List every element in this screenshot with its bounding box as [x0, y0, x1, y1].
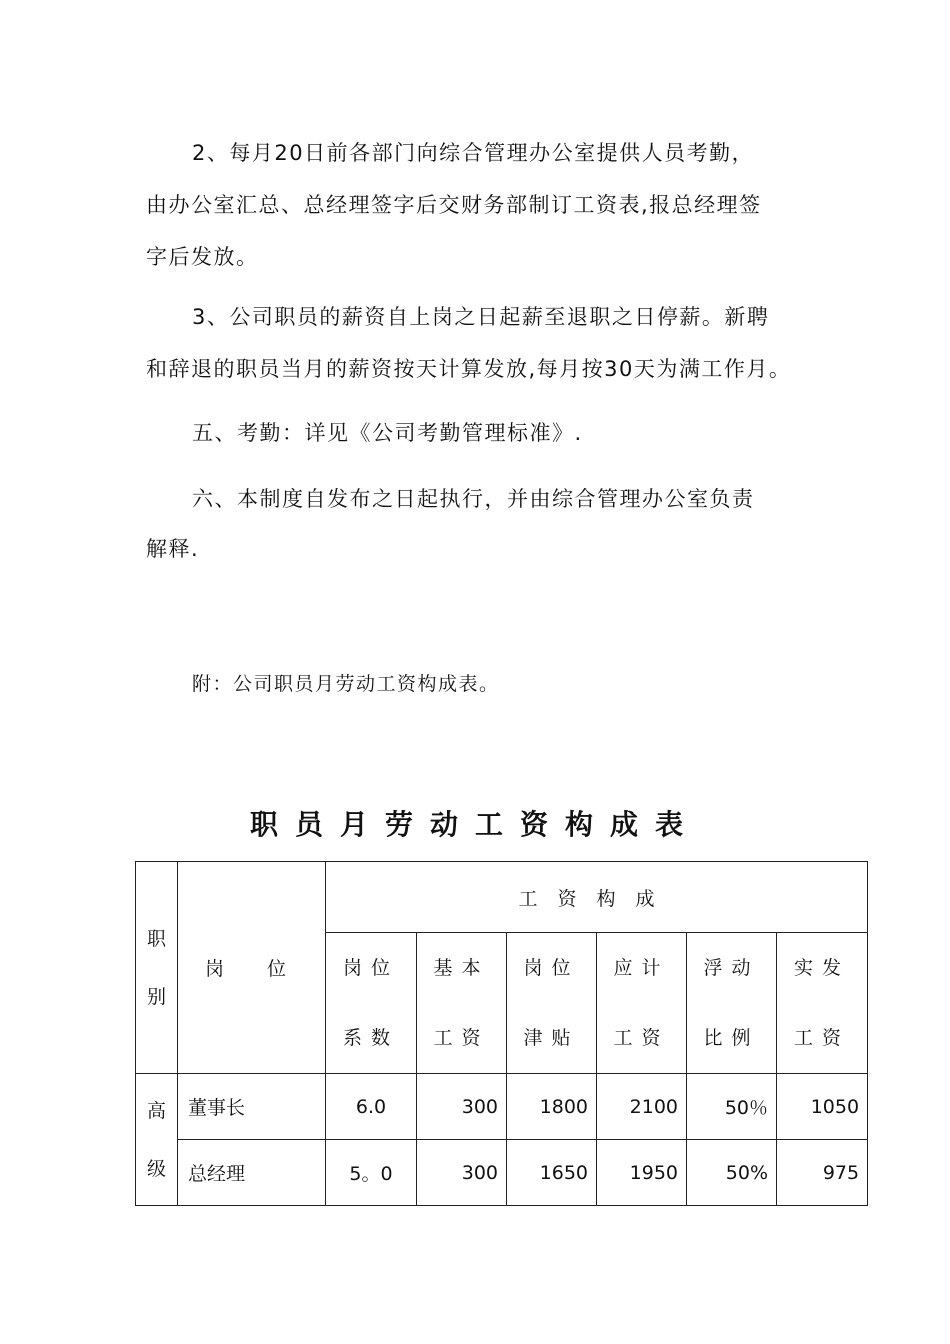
grade-cell [136, 1074, 178, 1206]
paragraph-line: 字后发放。 [146, 245, 259, 269]
salary-structure-header: 工资构成 [326, 862, 868, 933]
position-cell: 董事长 [178, 1074, 326, 1140]
grade-char: 级 [146, 1157, 166, 1180]
col-header-float-ratio [687, 933, 777, 1074]
col-header-line: 实发 [794, 957, 851, 979]
float-ratio-cell: 50％ [687, 1074, 777, 1140]
allowance-cell: 1800 [507, 1074, 597, 1140]
paragraph-2 [146, 138, 816, 272]
paragraph-line: 和辞退的职员当月的薪资按天计算发放,每月按30天为满工作月。 [146, 357, 792, 381]
position-cell: 总经理 [178, 1140, 326, 1206]
grade-char: 高 [146, 1099, 166, 1122]
col-header-line: 浮动 [703, 957, 760, 979]
base-salary-cell: 300 [417, 1074, 507, 1140]
table-row [136, 1140, 868, 1206]
col-header-line: 岗位 [523, 957, 580, 979]
actual-salary-cell: 1050 [777, 1074, 868, 1140]
col-header-actual-salary [777, 933, 868, 1074]
table-row [136, 1074, 868, 1140]
col-header-allowance [507, 933, 597, 1074]
paragraph-line: 解释. [146, 537, 200, 561]
paragraph-attendance [146, 418, 816, 448]
col-header-base-salary [417, 933, 507, 1074]
salary-table [135, 861, 868, 1206]
coefficient-cell: 6.0 [326, 1074, 417, 1140]
table-title: 职员月劳动工资构成表 [249, 808, 700, 841]
paragraph-execution [146, 484, 816, 564]
col-header-line: 基本 [433, 957, 490, 979]
actual-salary-cell: 975 [777, 1140, 868, 1206]
float-ratio-cell: 50% [687, 1140, 777, 1206]
col-header-line: 系数 [342, 1027, 399, 1049]
grade-header-char: 别 [146, 985, 166, 1008]
allowance-cell: 1650 [507, 1140, 597, 1206]
col-header-line: 比例 [703, 1027, 760, 1049]
paragraph-appendix [146, 669, 816, 699]
position-header: 岗 位 [178, 862, 326, 1074]
col-header-line: 工资 [794, 1027, 851, 1049]
due-salary-cell: 1950 [597, 1140, 687, 1206]
paragraph-3 [146, 302, 816, 384]
col-header-line: 应计 [613, 957, 670, 979]
paragraph-line: 由办公室汇总、总经理签字后交财务部制订工资表,报总经理签 [146, 193, 762, 217]
paragraph-line: 六、本制度自发布之日起执行，并由综合管理办公室负责 [192, 487, 755, 511]
base-salary-cell: 300 [417, 1140, 507, 1206]
paragraph-line: 附：公司职员月劳动工资构成表。 [192, 673, 500, 695]
paragraph-line: 3、公司职员的薪资自上岗之日起薪至退职之日停薪。新聘 [192, 305, 770, 329]
due-salary-cell: 2100 [597, 1074, 687, 1140]
col-header-due-salary [597, 933, 687, 1074]
coefficient-cell: 5。0 [326, 1140, 417, 1206]
paragraph-line: 2、每月20日前各部门向综合管理办公室提供人员考勤， [192, 141, 755, 165]
col-header-line: 工资 [433, 1027, 490, 1049]
grade-header [136, 862, 178, 1074]
col-header-coefficient [326, 933, 417, 1074]
col-header-line: 岗位 [342, 957, 399, 979]
col-header-line: 津贴 [523, 1027, 580, 1049]
grade-header-char: 职 [146, 927, 166, 950]
col-header-line: 工资 [613, 1027, 670, 1049]
paragraph-line: 五、考勤：详见《公司考勤管理标准》. [192, 421, 583, 445]
